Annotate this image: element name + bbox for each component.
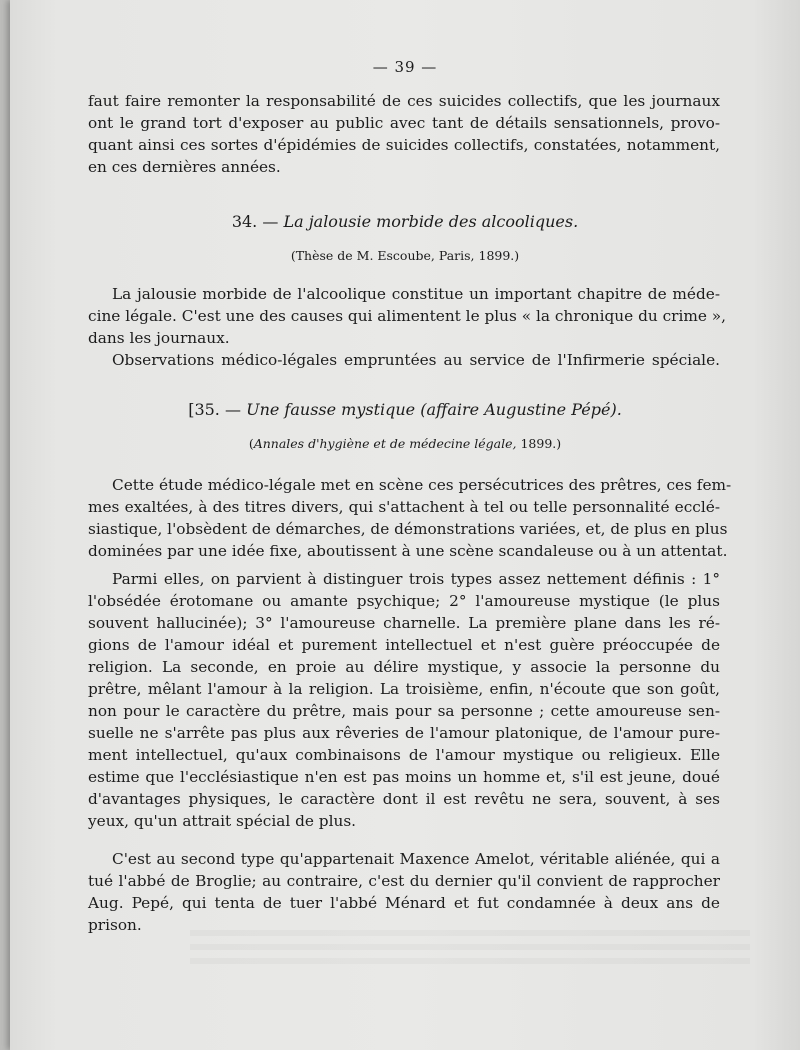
text-line: cine légale. C'est une des causes qui alimentent le plus « la chronique du crime », (88, 307, 726, 325)
text-line: suelle ne s'arrête pas plus aux rêveries de l'amour platonique, de l'amour pure- (88, 724, 720, 742)
text-line: en ces dernières années. (88, 158, 281, 176)
section-34-paragraph-2 (88, 349, 720, 371)
section-34-number: 34. — (231, 212, 279, 231)
section-35-title: Une fausse mystique (affaire Augustine Pépé). (246, 400, 622, 419)
page-number: — 39 — (372, 58, 438, 76)
show-through-shadow (190, 930, 750, 970)
text-line: Aug. Pepé, qui tenta de tuer l'abbé Ménard et fut condamnée à deux ans de (88, 894, 720, 912)
section-34-heading (10, 212, 800, 231)
section-35-paragraph-2 (88, 568, 720, 832)
text-line: yeux, qu'un attrait spécial de plus. (88, 812, 357, 830)
text-line: prison. (88, 916, 142, 934)
book-page (10, 0, 800, 1050)
text-line: tué l'abbé de Broglie; au contraire, c'est du dernier qu'il convient de rapprocher (88, 872, 720, 890)
text-line: quant ainsi ces sortes d'épidémies de suicides collectifs, constatées, notamment, (88, 136, 720, 154)
text-line: Parmi elles, on parvient à distinguer trois types assez nettement définis : 1° (112, 570, 720, 588)
text-line: ment intellectuel, qu'aux combinaisons de l'amour mystique ou religieux. Elle (88, 746, 720, 764)
text-line: d'avantages physiques, le caractère dont il est revêtu ne sera, souvent, à ses (88, 790, 720, 808)
text-line: dominées par une idée fixe, aboutissent à une scène scandaleuse ou à un attentat. (88, 542, 728, 560)
section-34-paragraph-1 (88, 283, 726, 349)
text-line: non pour le caractère du prêtre, mais pour sa personne ; cette amoureuse sen- (88, 702, 720, 720)
text-line: dans les journaux. (88, 329, 230, 347)
text-line: Observations médico-légales empruntées au service de l'Infirmerie spéciale. (112, 351, 720, 369)
section-34-source: (Thèse de M. Escoube, Paris, 1899.) (290, 248, 520, 263)
text-line: siastique, l'obsèdent de démarches, de démonstrations variées, et, de plus en plus (88, 520, 728, 538)
text-line: faut faire remonter la responsabilité de ces suicides collectifs, que les journaux (88, 92, 720, 110)
text-line: gions de l'amour idéal et purement intellectuel et n'est guère préoccupée de (88, 636, 720, 654)
text-line: estime que l'ecclésiastique n'en est pas moins un homme et, s'il est jeune, doué (88, 768, 720, 786)
section-35-source: (Annales d'hygiène et de médecine légale, 1899.) (248, 436, 562, 451)
text-line: ont le grand tort d'exposer au public avec tant de détails sensationnels, provo- (88, 114, 720, 132)
text-line: religion. La seconde, en proie au délire mystique, y associe la personne du (88, 658, 720, 676)
text-line: l'obsédée érotomane ou amante psychique; 2° l'amoureuse mystique (le plus (88, 592, 720, 610)
text-line: Cette étude médico-légale met en scène ces persécutrices des prêtres, ces fem- (112, 476, 732, 494)
text-line: La jalousie morbide de l'alcoolique constitue un important chapitre de méde- (112, 285, 720, 303)
section-35-source-year: 1899. (520, 436, 557, 451)
section-35-paragraph-1 (88, 474, 732, 562)
section-35-number: [35. — (188, 400, 241, 419)
section-34-title: La jalousie morbide des alcooliques. (283, 212, 579, 231)
section-35-source-title: Annales d'hygiène et de médecine légale, (253, 436, 517, 451)
text-line: prêtre, mêlant l'amour à la religion. La troisième, enfin, n'écoute que son goût, (88, 680, 720, 698)
text-line: C'est au second type qu'appartenait Maxence Amelot, véritable aliénée, qui a (112, 850, 720, 868)
section-35-paragraph-3 (88, 848, 720, 936)
section-35-heading (10, 400, 800, 419)
text-line: souvent hallucinée); 3° l'amoureuse charnelle. La première plane dans les ré- (88, 614, 720, 632)
intro-paragraph (88, 90, 720, 178)
text-line: mes exaltées, à des titres divers, qui s'attachent à tel ou telle personnalité ecclé- (88, 498, 720, 516)
